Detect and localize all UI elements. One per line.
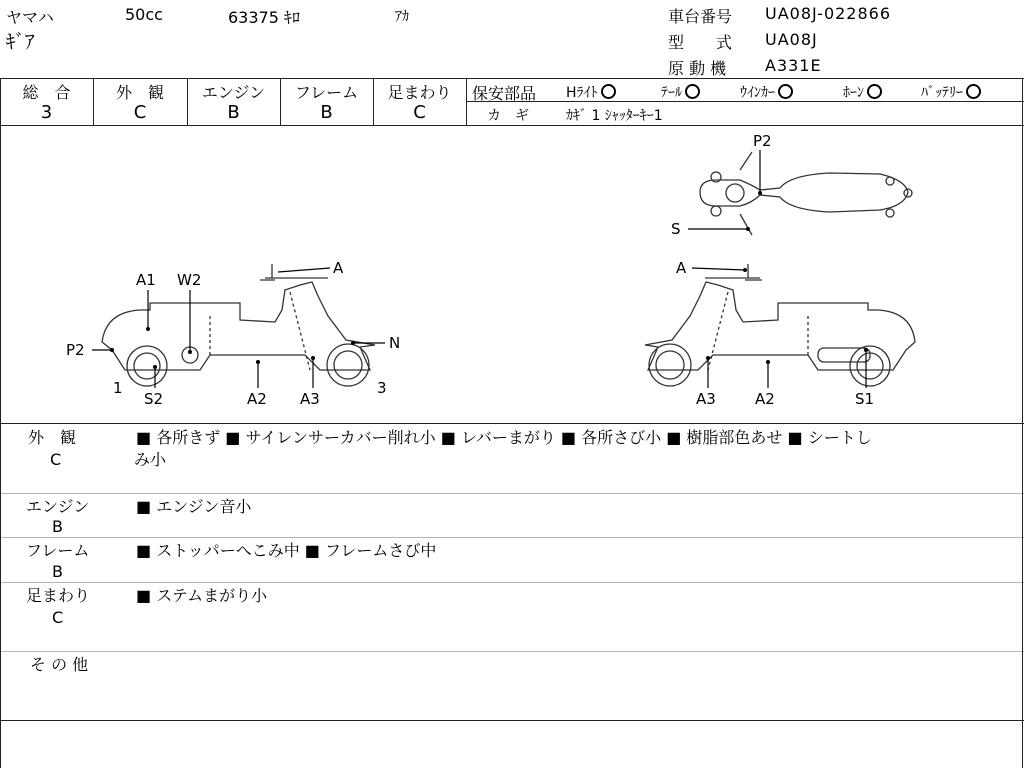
scooter-side-view-right xyxy=(645,264,915,386)
label-S2: S2 xyxy=(144,390,164,408)
engine-model-value: A331E xyxy=(765,56,822,75)
label-A3-left: A3 xyxy=(300,390,320,408)
grade-header-appearance: 外 観 xyxy=(115,83,164,102)
frame-number-label: 車台番号 xyxy=(668,7,733,26)
color: ｱｶ xyxy=(395,9,409,25)
safety-item-winker: ｳｲﾝｶｰ xyxy=(740,82,793,102)
note-text-appearance-cont: み小 xyxy=(134,450,167,469)
maker: ヤマハ xyxy=(6,8,54,27)
note-text-engine: ■ エンジン音小 xyxy=(136,497,252,516)
label-3: 3 xyxy=(377,379,387,397)
model-name: ｷﾞｱ xyxy=(6,31,35,53)
type-label: 型 式 xyxy=(668,33,733,52)
safety-item-taillight: ﾃｰﾙ xyxy=(661,82,700,102)
type-value: UA08J xyxy=(765,30,818,49)
label-S: S xyxy=(671,220,681,238)
note-category-appearance: 外 観 xyxy=(28,428,77,447)
note-category-other: そ の 他 xyxy=(30,655,89,674)
label-P2-top: P2 xyxy=(753,132,772,150)
displacement: 50cc xyxy=(125,5,163,24)
ok-circle-icon xyxy=(685,84,700,99)
safety-item-headlight: Hﾗｲﾄ xyxy=(566,82,616,102)
label-S1: S1 xyxy=(855,390,875,408)
ok-circle-icon xyxy=(867,84,882,99)
note-grade-suspension: C xyxy=(52,608,64,627)
grade-value-suspension: C xyxy=(413,102,426,123)
grade-header-frame: フレーム xyxy=(294,83,359,102)
label-W2: W2 xyxy=(177,271,202,289)
key-label: カ ギ xyxy=(487,108,529,124)
note-text-appearance: ■ 各所きず ■ サイレンサーカバー削れ小 ■ レバーまがり ■ 各所さび小 ■ 樹脂部色あせ ■ シートし xyxy=(136,428,872,447)
label-1: 1 xyxy=(113,379,123,397)
key-value: ｶｷﾞ 1 ｼｬｯﾀｰｷｰ1 xyxy=(566,108,663,124)
safety-item-horn: ﾎｰﾝ xyxy=(843,82,882,102)
label-A-right: A xyxy=(676,259,687,277)
label-A2-right: A2 xyxy=(755,390,775,408)
grade-header-overall: 総 合 xyxy=(22,83,71,102)
damage-diagram xyxy=(0,126,1022,422)
frame-number-value: UA08J-022866 xyxy=(765,4,892,23)
label-A2-left: A2 xyxy=(247,390,267,408)
ok-circle-icon xyxy=(601,84,616,99)
note-category-engine: エンジン xyxy=(26,497,90,516)
safety-item-battery: ﾊﾞｯﾃﾘｰ xyxy=(921,82,981,102)
label-A-left: A xyxy=(333,259,344,277)
label-A1: A1 xyxy=(136,271,156,289)
grade-header-engine: エンジン xyxy=(201,83,266,102)
grade-value-frame: B xyxy=(320,102,333,123)
safety-parts-label: 保安部品 xyxy=(472,84,537,103)
grade-header-suspension: 足まわり xyxy=(387,83,452,102)
ok-circle-icon xyxy=(778,84,793,99)
note-grade-appearance: C xyxy=(50,450,62,469)
grade-value-overall: 3 xyxy=(40,102,53,123)
note-category-frame: フレーム xyxy=(26,541,90,560)
note-grade-engine: B xyxy=(52,517,63,536)
note-category-suspension: 足まわり xyxy=(26,586,91,605)
label-A3-right: A3 xyxy=(696,390,716,408)
leader-lines xyxy=(92,150,866,388)
grade-value-engine: B xyxy=(227,102,240,123)
label-N: N xyxy=(389,334,401,352)
note-text-frame: ■ ストッパーへこみ中 ■ フレームさび中 xyxy=(136,541,437,560)
mileage: 63375 ｷﾛ xyxy=(228,8,300,27)
grade-value-appearance: C xyxy=(133,102,147,123)
note-grade-frame: B xyxy=(52,562,63,581)
engine-model-label: 原 動 機 xyxy=(668,59,727,78)
note-text-suspension: ■ ステムまがり小 xyxy=(136,586,268,605)
label-P2-left: P2 xyxy=(66,341,85,359)
ok-circle-icon xyxy=(966,84,981,99)
scooter-top-view xyxy=(700,152,912,235)
